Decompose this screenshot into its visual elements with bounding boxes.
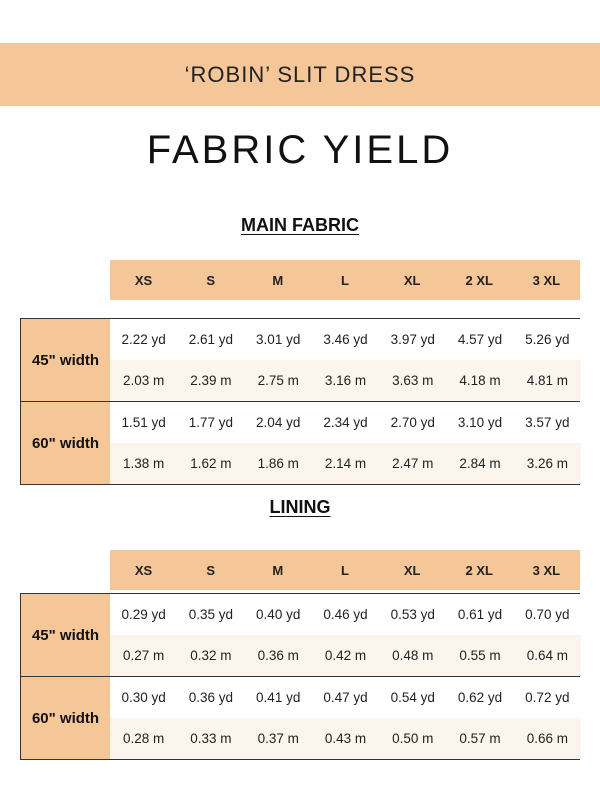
yield-cell: 1.51 yd bbox=[121, 415, 166, 430]
yield-cell: 0.47 yd bbox=[323, 690, 368, 705]
yards-row bbox=[110, 402, 581, 443]
yield-cell: 2.47 m bbox=[392, 456, 434, 471]
yield-cell: 2.70 yd bbox=[390, 415, 435, 430]
size-header: L bbox=[341, 272, 349, 288]
yards-row bbox=[110, 677, 581, 718]
yield-cell: 0.27 m bbox=[123, 648, 165, 663]
width-group bbox=[20, 593, 580, 677]
size-header: 3 XL bbox=[532, 272, 561, 288]
width-label: 60" width bbox=[21, 402, 110, 484]
yield-cell: 3.26 m bbox=[526, 456, 568, 471]
yield-cell: 3.16 m bbox=[324, 373, 367, 388]
yards-row bbox=[110, 319, 581, 360]
meters-row bbox=[110, 360, 581, 401]
size-header: XS bbox=[134, 562, 153, 578]
size-header: S bbox=[206, 272, 216, 288]
yield-cell: 2.84 m bbox=[459, 456, 501, 471]
yield-cell: 0.40 yd bbox=[256, 607, 301, 622]
yield-cell: 0.42 m bbox=[324, 648, 367, 663]
yield-cell: 0.61 yd bbox=[457, 607, 503, 622]
size-header-row bbox=[110, 260, 580, 300]
yield-cell: 2.75 m bbox=[257, 373, 299, 388]
yield-cell: 3.10 yd bbox=[457, 415, 503, 430]
yield-cell: 0.70 yd bbox=[525, 607, 570, 622]
page-title: FABRIC YIELD bbox=[146, 128, 454, 172]
size-header: S bbox=[206, 562, 216, 578]
yield-cell: 2.34 yd bbox=[323, 415, 368, 430]
yards-row bbox=[110, 594, 581, 635]
yield-cell: 2.39 m bbox=[190, 373, 232, 388]
yield-cell: 0.46 yd bbox=[323, 607, 368, 622]
yield-cell: 3.57 yd bbox=[525, 415, 570, 430]
size-header: 3 XL bbox=[532, 562, 561, 578]
main-fabric-heading: MAIN FABRIC bbox=[241, 215, 359, 235]
yield-cell: 0.30 yd bbox=[121, 690, 166, 705]
yield-cell: 0.37 m bbox=[257, 731, 299, 746]
width-group bbox=[20, 676, 580, 760]
meters-row bbox=[110, 718, 581, 759]
yield-cell: 0.36 m bbox=[257, 648, 299, 663]
size-header: M bbox=[272, 272, 284, 288]
yield-cell: 1.62 m bbox=[190, 456, 232, 471]
size-header: L bbox=[341, 562, 349, 578]
size-header: XL bbox=[403, 562, 421, 578]
yield-cell: 0.32 m bbox=[190, 648, 232, 663]
width-group bbox=[20, 318, 580, 402]
yield-cell: 5.26 yd bbox=[525, 332, 570, 347]
width-label: 45" width bbox=[21, 319, 110, 401]
yield-cell: 0.53 yd bbox=[390, 607, 435, 622]
yield-cell: 0.43 m bbox=[324, 731, 367, 746]
yield-cell: 4.81 m bbox=[526, 373, 568, 388]
yield-cell: 1.77 yd bbox=[188, 415, 234, 430]
yield-cell: 0.28 m bbox=[123, 731, 165, 746]
yield-cell: 1.86 m bbox=[257, 456, 299, 471]
yield-cell: 0.35 yd bbox=[188, 607, 234, 622]
yield-cell: 0.54 yd bbox=[390, 690, 435, 705]
size-header: 2 XL bbox=[465, 272, 493, 288]
size-header-row bbox=[110, 550, 580, 590]
yield-cell: 3.63 m bbox=[392, 373, 434, 388]
yield-cell: 0.57 m bbox=[459, 731, 501, 746]
meters-row bbox=[110, 635, 581, 676]
yield-cell: 0.33 m bbox=[190, 731, 232, 746]
yield-cell: 1.38 m bbox=[123, 456, 165, 471]
yield-cell: 2.61 yd bbox=[188, 332, 234, 347]
size-header: XS bbox=[134, 272, 153, 288]
yield-cell: 0.36 yd bbox=[188, 690, 234, 705]
width-group bbox=[20, 401, 580, 485]
size-header: M bbox=[272, 562, 284, 578]
size-header: 2 XL bbox=[465, 562, 493, 578]
pattern-name-banner: ‘ROBIN’ SLIT DRESS bbox=[0, 43, 600, 106]
width-label: 45" width bbox=[21, 594, 110, 676]
yield-cell: 4.57 yd bbox=[457, 332, 503, 347]
size-header: XL bbox=[403, 272, 421, 288]
yield-cell: 0.48 m bbox=[392, 648, 434, 663]
yield-cell: 0.64 m bbox=[526, 648, 568, 663]
yield-cell: 0.55 m bbox=[459, 648, 501, 663]
yield-cell: 2.14 m bbox=[324, 456, 367, 471]
yield-cell: 3.01 yd bbox=[256, 332, 301, 347]
yield-cell: 3.46 yd bbox=[323, 332, 368, 347]
meters-row bbox=[110, 443, 581, 484]
lining-heading: LINING bbox=[269, 497, 331, 517]
yield-cell: 2.04 yd bbox=[256, 415, 301, 430]
yield-cell: 0.72 yd bbox=[525, 690, 570, 705]
yield-cell: 4.18 m bbox=[459, 373, 501, 388]
yield-cell: 0.29 yd bbox=[121, 607, 166, 622]
yield-cell: 0.41 yd bbox=[256, 690, 301, 705]
yield-cell: 0.50 m bbox=[392, 731, 434, 746]
yield-cell: 2.03 m bbox=[123, 373, 165, 388]
yield-cell: 0.66 m bbox=[526, 731, 568, 746]
width-label: 60" width bbox=[21, 677, 110, 759]
yield-cell: 2.22 yd bbox=[121, 332, 166, 347]
yield-cell: 0.62 yd bbox=[457, 690, 503, 705]
yield-cell: 3.97 yd bbox=[390, 332, 435, 347]
